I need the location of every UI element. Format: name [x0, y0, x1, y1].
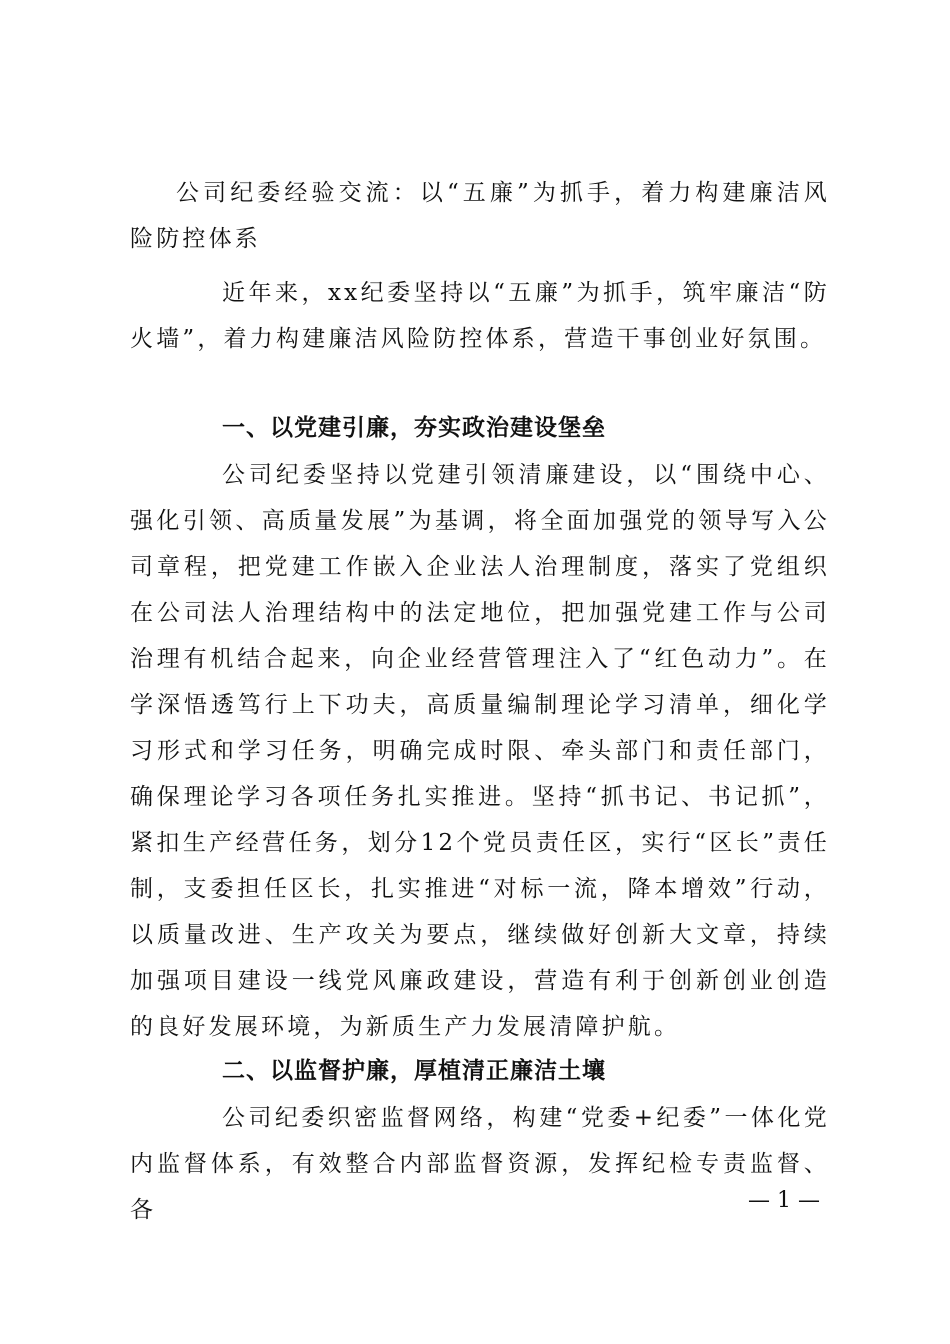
- document-title: 公司纪委经验交流：以“五廉”为抓手，着力构建廉洁风险防控体系: [130, 180, 830, 252]
- section-body-2: 公司纪委织密监督网络，构建“党委+纪委”一体化党内监督体系，有效整合内部监督资源，发挥纪检专责监督、各: [130, 1105, 830, 1223]
- intro-paragraph: 近年来，xx纪委坚持以“五廉”为抓手，筑牢廉洁“防火墙”，着力构建廉洁风险防控体系，营造干事创业好氛围。: [130, 280, 830, 352]
- section-body-1: 公司纪委坚持以党建引领清廉建设，以“围绕中心、强化引领、高质量发展”为基调，将全面加强党的领导写入公司章程，把党建工作嵌入企业法人治理制度，落实了党组织在公司法人治理结构中的法定地位，把加强党建工作与公司治理有机结合起来，向企业经营管理注入了“红色动力”。在学深悟透笃行上下功夫，高质量编制理论学习清单，细化学习形式和学习任务，明确完成时限、牵头部门和责任部门，确保理论学习各项任务扎实推进。坚持“抓书记、书记抓”，紧扣生产经营任务，划分12个党员责任区，实行“区长”责任制，支委担任区长，扎实推进“对标一流，降本增效”行动，以质量改进、生产攻关为要点，继续做好创新大文章，持续加强项目建设一线党风廉政建设，营造有利于创新创业创造的良好发展环境，为新质生产力发展清障护航。: [130, 462, 830, 1040]
- section-heading-2: 二、以监督护廉，厚植清正廉洁土壤: [222, 1058, 606, 1084]
- section-heading-1: 一、以党建引廉，夯实政治建设堡垒: [222, 415, 606, 441]
- page-number: — 1 —: [748, 1188, 820, 1213]
